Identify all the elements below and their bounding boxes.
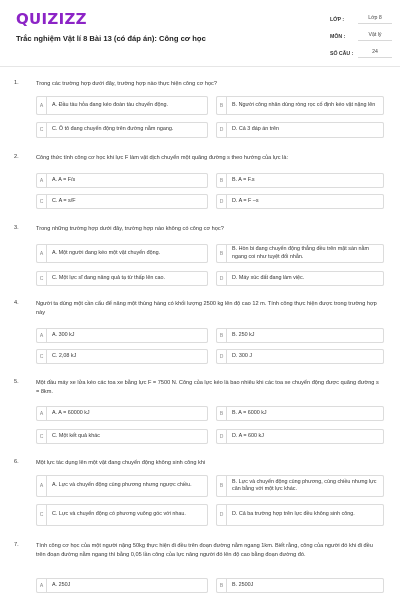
- question-text: Tính công cơ học của một người nặng 50kg thực hiện đi đều trên đoạn đường nằm ngang 1km. Biết rằng, công của người đó khi đi đều trên đoạn đường nằm ngang thì bằng 0,05 lần công của lực nâng người đó lên độ cao bằng đoạn đường đó.: [36, 543, 373, 558]
- option-text: C. Một kết quả khác: [52, 432, 100, 439]
- option-b[interactable]: [216, 173, 384, 188]
- option-c[interactable]: [36, 504, 208, 526]
- option-text: C. 2,08 kJ: [52, 352, 77, 359]
- option-letter: D: [217, 430, 227, 443]
- option-b[interactable]: [216, 96, 384, 115]
- option-text: D. A = F –s: [232, 197, 259, 204]
- option-text: A. Một người đang kéo một vật chuyển động.: [52, 249, 161, 256]
- question-number: 2.: [14, 154, 19, 160]
- option-text: C. Ô tô đang chuyển động trên đường nằm ngang.: [52, 126, 174, 133]
- option-text: B. A = 6000 kJ: [232, 409, 267, 416]
- meta-row-subject: [330, 29, 392, 44]
- option-a[interactable]: [36, 578, 208, 593]
- option-c[interactable]: [36, 349, 208, 364]
- option-letter: C: [37, 505, 47, 525]
- option-text: A. 300 kJ: [52, 331, 75, 338]
- option-letter: C: [37, 123, 47, 137]
- question-number: 7.: [14, 542, 19, 548]
- meta-label: LỚP :: [330, 16, 345, 23]
- option-text: A. A = F/s: [52, 176, 76, 183]
- option-letter: A: [37, 329, 47, 342]
- question-number: 5.: [14, 379, 19, 385]
- question-text: Công thức tính công cơ học khi lực F làm vật dịch chuyển một quãng đường s theo hướng của lực là:: [36, 155, 289, 161]
- question-text: Trong các trường hợp dưới đây, trường hợp nào thực hiện công cơ học?: [36, 81, 217, 87]
- option-d[interactable]: [216, 122, 384, 138]
- option-letter: B: [217, 329, 227, 342]
- option-letter: A: [37, 245, 47, 262]
- option-c[interactable]: [36, 194, 208, 209]
- page-title: Trắc nghiệm Vật lí 8 Bài 13 (có đáp án): Công cơ học: [16, 34, 206, 43]
- meta-value: 24: [358, 49, 392, 58]
- meta-box: [330, 12, 392, 63]
- option-letter: D: [217, 350, 227, 363]
- question-text: Một đầu máy xe lửa kéo các toa xe bằng lực F = 7500 N. Công của lực kéo là bao nhiêu khi các toa xe chuyển động được quãng đường s = 8km.: [36, 380, 379, 395]
- option-c[interactable]: [36, 271, 208, 286]
- option-c[interactable]: [36, 429, 208, 444]
- option-b[interactable]: [216, 578, 384, 593]
- option-letter: C: [37, 272, 47, 285]
- option-b[interactable]: [216, 475, 384, 497]
- option-letter: B: [217, 97, 227, 114]
- question-number: 4.: [14, 300, 19, 306]
- question-text: Người ta dùng một cần cẩu để nâng một thùng hàng có khối lượng 2500 kg lên độ cao 12 m. Tính công thực hiện được trong trường hợp này: [36, 301, 377, 316]
- option-letter: B: [217, 245, 227, 262]
- option-text: A. 250J: [52, 581, 71, 588]
- option-letter: A: [37, 579, 47, 592]
- option-text: D. 300 J: [232, 352, 253, 359]
- option-a[interactable]: [36, 244, 208, 263]
- meta-value: Lớp 8: [358, 15, 392, 24]
- option-b[interactable]: [216, 328, 384, 343]
- option-d[interactable]: [216, 504, 384, 526]
- brand-logo: QUIZIZZ: [16, 10, 87, 28]
- option-d[interactable]: [216, 349, 384, 364]
- option-d[interactable]: [216, 271, 384, 286]
- option-letter: D: [217, 505, 227, 525]
- option-a[interactable]: [36, 406, 208, 421]
- meta-label: SỐ CÂU :: [330, 50, 354, 57]
- option-a[interactable]: [36, 173, 208, 188]
- option-a[interactable]: [36, 96, 208, 115]
- question-number: 6.: [14, 459, 19, 465]
- option-letter: B: [217, 579, 227, 592]
- option-letter: D: [217, 123, 227, 137]
- option-text: B. 2500J: [232, 581, 254, 588]
- option-letter: B: [217, 174, 227, 187]
- option-letter: D: [217, 195, 227, 208]
- option-letter: A: [37, 476, 47, 496]
- option-text: C. A = s/F: [52, 197, 76, 204]
- question-number: 3.: [14, 225, 19, 231]
- question-number: 1.: [14, 80, 19, 86]
- option-letter: D: [217, 272, 227, 285]
- option-text: D. Máy xúc đất đang làm việc.: [232, 274, 305, 281]
- option-b[interactable]: [216, 244, 384, 263]
- meta-row-count: [330, 46, 392, 61]
- question-text: Trong những trường hợp dưới đây, trường hợp nào không có công cơ học?: [36, 226, 224, 232]
- meta-row-class: [330, 12, 392, 27]
- option-a[interactable]: [36, 475, 208, 497]
- meta-label: MÔN :: [330, 33, 346, 40]
- option-letter: C: [37, 350, 47, 363]
- option-c[interactable]: [36, 122, 208, 138]
- option-letter: A: [37, 407, 47, 420]
- option-text: D. Cả ba trường hợp trên lực đều không sinh công.: [232, 511, 355, 518]
- option-letter: A: [37, 174, 47, 187]
- option-letter: C: [37, 430, 47, 443]
- meta-value: Vật lý: [358, 32, 392, 41]
- option-text: D. Cả 3 đáp án trên: [232, 126, 280, 133]
- option-letter: A: [37, 97, 47, 114]
- option-text: C. Lực và chuyển động có phương vuông góc với nhau.: [52, 511, 186, 518]
- option-d[interactable]: [216, 429, 384, 444]
- option-text: D. A = 600 kJ: [232, 432, 264, 439]
- option-text: B. Người công nhân dùng ròng rọc cố định kéo vật nặng lên: [232, 101, 376, 108]
- option-text: B. 250 kJ: [232, 331, 255, 338]
- option-text: B. A = F.s: [232, 176, 255, 183]
- option-text: C. Một lực sĩ đang nâng quả tạ từ thấp lên cao.: [52, 274, 166, 281]
- option-b[interactable]: [216, 406, 384, 421]
- option-text: A. Lực và chuyển động cùng phương nhưng ngược chiều.: [52, 482, 192, 489]
- option-text: A. Đầu tàu hỏa đang kéo đoàn tàu chuyển động.: [52, 101, 168, 108]
- option-letter: B: [217, 407, 227, 420]
- option-text: A. A = 60000 kJ: [52, 409, 90, 416]
- option-d[interactable]: [216, 194, 384, 209]
- option-letter: B: [217, 476, 227, 496]
- option-letter: C: [37, 195, 47, 208]
- option-text: B. Lực và chuyển động cùng phương, cùng chiều nhưng lực cân bằng với một lực khác.: [232, 478, 377, 492]
- option-a[interactable]: [36, 328, 208, 343]
- option-text: B. Hòn bi đang chuyển động thẳng đều trên mặt sàn nằm ngang coi như tuyệt đối nhẵn.: [232, 246, 369, 260]
- worksheet-header: [0, 0, 400, 67]
- question-text: Một lực tác dụng lên một vật đang chuyển động không sinh công khi: [36, 460, 206, 466]
